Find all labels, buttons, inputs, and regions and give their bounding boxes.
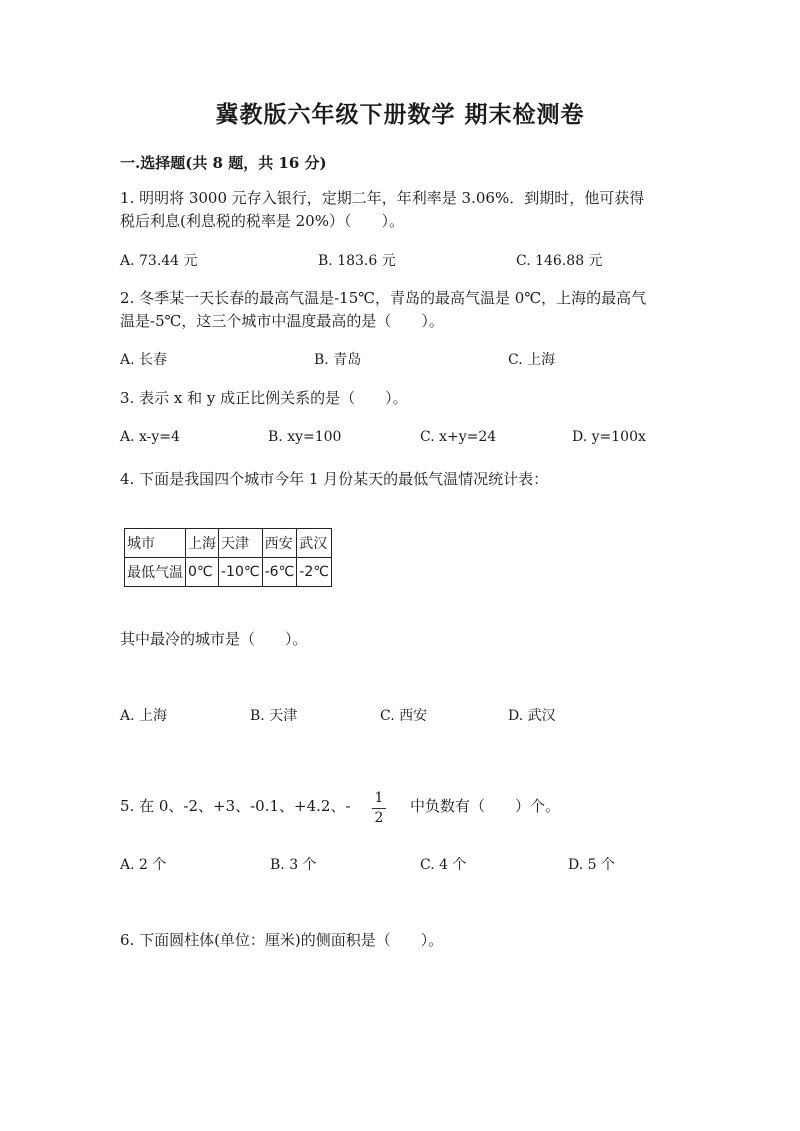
table-cell: 武汉 xyxy=(297,529,332,558)
table-cell: 西安 xyxy=(262,529,297,558)
fraction-numerator: 1 xyxy=(374,790,384,806)
table-cell: 上海 xyxy=(186,529,219,558)
fraction-one-half xyxy=(372,790,386,827)
table-cell: -6℃ xyxy=(262,558,297,587)
table-header-row xyxy=(125,529,332,558)
question-3-option-d: D. y=100x xyxy=(572,429,646,445)
question-3-line-1: 3. 表示 x 和 y 成正比例关系的是（ ）。 xyxy=(120,389,408,407)
question-5-option-b: B. 3 个 xyxy=(270,857,317,873)
question-3-option-b: B. xy=100 xyxy=(268,429,342,445)
question-4-option-b: B. 天津 xyxy=(250,708,298,724)
table-row xyxy=(125,558,332,587)
question-1-option-a: A. 73.44 元 xyxy=(120,253,198,269)
question-2-line-2: 温是-5℃，这三个城市中温度最高的是（ ）。 xyxy=(120,312,444,330)
question-3-option-a: A. x-y=4 xyxy=(120,429,180,445)
table-cell: 城市 xyxy=(125,529,186,558)
question-4-line-1: 4. 下面是我国四个城市今年 1 月份某天的最低气温情况统计表： xyxy=(120,470,549,488)
question-2-option-a: A. 长春 xyxy=(120,352,168,368)
question-3-option-c: C. x+y=24 xyxy=(420,429,497,445)
question-1-line-1: 1. 明明将 3000 元存入银行，定期二年，年利率是 3.06%．到期时，他可获得 xyxy=(120,189,645,207)
table-cell: 0℃ xyxy=(186,558,219,587)
question-4-option-d: D. 武汉 xyxy=(508,708,556,724)
question-4-line-2: 其中最冷的城市是（ ）。 xyxy=(120,630,308,648)
fraction-denominator: 2 xyxy=(374,810,384,826)
temperature-table xyxy=(124,528,332,587)
question-1-option-b: B. 183.6 元 xyxy=(318,253,396,269)
question-5-option-a: A. 2 个 xyxy=(120,857,167,873)
table-cell: -10℃ xyxy=(219,558,263,587)
question-2-option-b: B. 青岛 xyxy=(314,352,362,368)
section-heading: 一.选择题(共 8 题，共 16 分) xyxy=(120,154,327,172)
question-4-option-c: C. 西安 xyxy=(380,708,428,724)
table-cell: 天津 xyxy=(219,529,263,558)
question-5-prefix: 5. 在 0、-2、+3、-0.1、+4.2、- xyxy=(120,797,351,815)
question-5-option-c: C. 4 个 xyxy=(420,857,467,873)
page-title: 冀教版六年级下册数学 期末检测卷 xyxy=(215,101,585,128)
question-2-option-c: C. 上海 xyxy=(508,352,556,368)
question-2-line-1: 2. 冬季某一天长春的最高气温是-15℃，青岛的最高气温是 0℃，上海的最高气 xyxy=(120,289,647,307)
table-cell: -2℃ xyxy=(297,558,332,587)
question-5-suffix: 中负数有（ ）个。 xyxy=(410,797,561,815)
question-6-line-1: 6. 下面圆柱体(单位：厘米)的侧面积是（ ）。 xyxy=(120,931,444,949)
question-4-option-a: A. 上海 xyxy=(120,708,168,724)
question-1-option-c: C. 146.88 元 xyxy=(516,253,603,269)
question-1-line-2: 税后利息(利息税的税率是 20%）（ ）。 xyxy=(120,212,404,230)
table-cell: 最低气温 xyxy=(125,558,186,587)
question-5-option-d: D. 5 个 xyxy=(568,857,615,873)
